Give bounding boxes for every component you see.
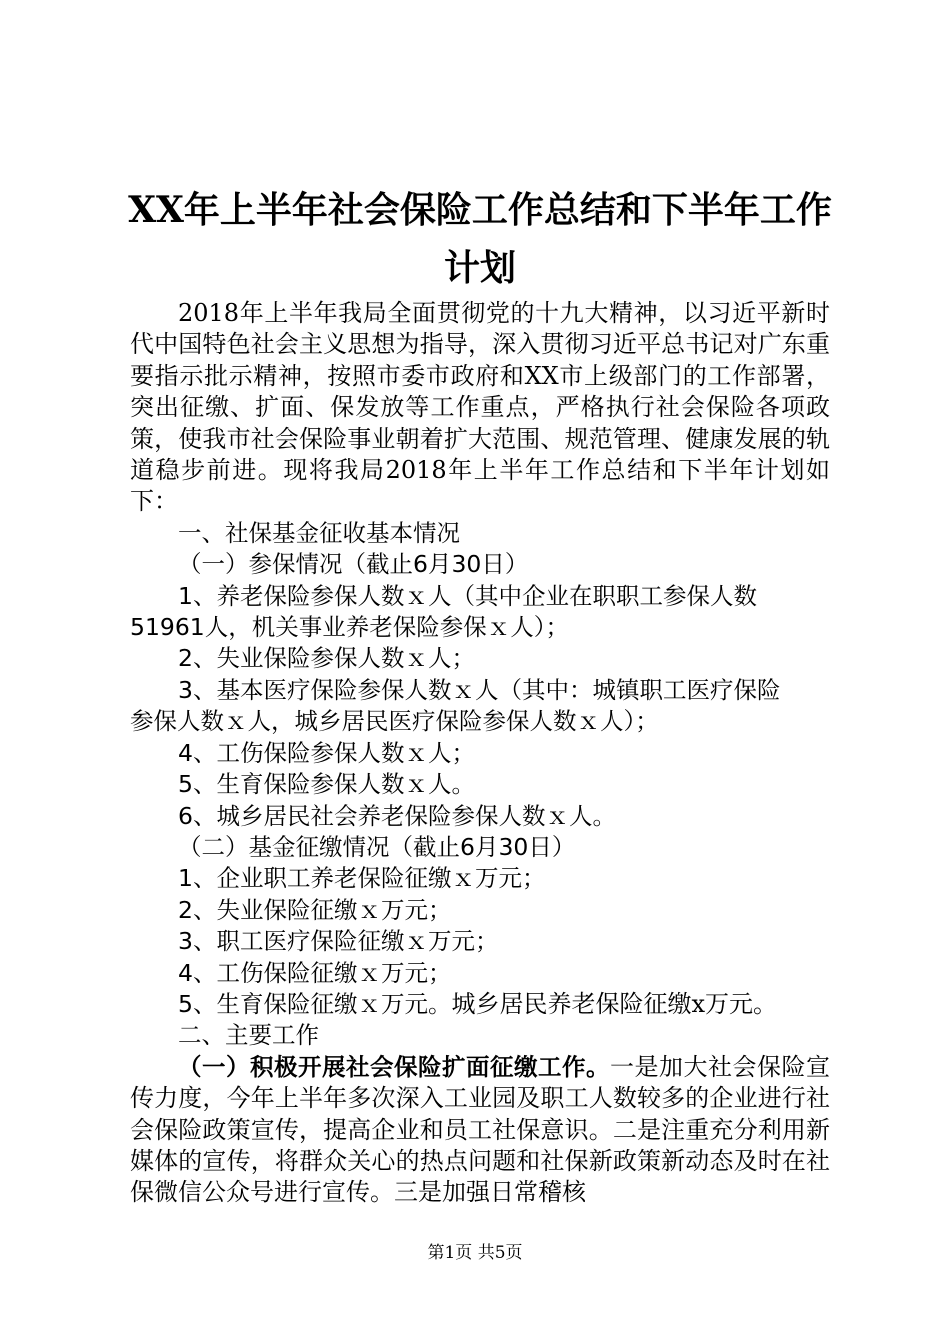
sub1-item-6: 6、城乡居民社会养老保险参保人数ｘ人。 [178, 801, 616, 830]
sub1-item-3a: 3、基本医疗保险参保人数ｘ人（其中：城镇职工医疗保险 [178, 675, 781, 704]
sub2-item-5-tail: 城乡居民养老保险征缴x万元。 [451, 989, 777, 1018]
work1-heading: （一）积极开展社会保险扩面征缴工作。 [178, 1052, 610, 1081]
sub1-item-2: 2、失业保险参保人数ｘ人； [178, 644, 475, 673]
sub1-item-5: 5、生育保险参保人数ｘ人。 [178, 770, 475, 799]
document-body [130, 298, 830, 1209]
sub1-heading: （一）参保情况（截止6月30日） [178, 550, 529, 579]
sub1-item-3b: 参保人数ｘ人，城乡居民医疗保险参保人数ｘ人）； [130, 707, 659, 736]
sub2-item-2: 2、失业保险征缴ｘ万元； [178, 895, 452, 924]
section2-heading: 二、主要工作 [178, 1021, 319, 1050]
sub2-item-1: 1、企业职工养老保险征缴ｘ万元； [178, 864, 546, 893]
sub2-item-5-line [130, 989, 830, 1020]
sub2-item-5: 5、生育保险征缴ｘ万元。 [178, 989, 452, 1018]
sub1-item-1a: 1、养老保险参保人数ｘ人（其中企业在职职工参保人数 [178, 581, 757, 610]
document-title-line2: 计划 [443, 247, 516, 289]
sub1-item-4: 4、工伤保险参保人数ｘ人； [178, 738, 475, 767]
sub2-item-3: 3、职工医疗保险征缴ｘ万元； [178, 927, 499, 956]
work1-text: 一是加大社会保险宣传力度，今年上半年多次深入工业园及职工人数较多的企业进行社会保险政策宣传，提高企业和员工社保意识。二是注重充分利用新媒体的宣传，将群众关心的热点问题和社保新政策新动态及时在社保微信公众号进行宣传。三是加强日常稽核 [130, 1052, 830, 1207]
document-title-line1: XX年上半年社会保险工作总结和下半年工作 [128, 189, 832, 231]
section1-heading: 一、社保基金征收基本情况 [178, 518, 460, 547]
work1-paragraph [130, 1052, 830, 1209]
sub1-item-1b: 51961人，机关事业养老保险参保ｘ人）； [130, 613, 570, 642]
intro-paragraph: 2018年上半年我局全面贯彻党的十九大精神，以习近平新时代中国特色社会主义思想为指导，深入贯彻习近平总书记对广东重要指示批示精神，按照市委市政府和XX市上级部门的工作部署，突出征缴、扩面、保发放等工作重点，严格执行社会保险各项政策，使我市社会保险事业朝着扩大范围、规范管理、健康发展的轨道稳步前进。现将我局2018年上半年工作总结和下半年计划如下： [130, 299, 830, 516]
page-footer: 第1页 共5页 [427, 1243, 523, 1263]
sub2-item-4: 4、工伤保险征缴ｘ万元； [178, 958, 452, 987]
sub2-heading: （二）基金征缴情况（截止6月30日） [178, 832, 576, 861]
